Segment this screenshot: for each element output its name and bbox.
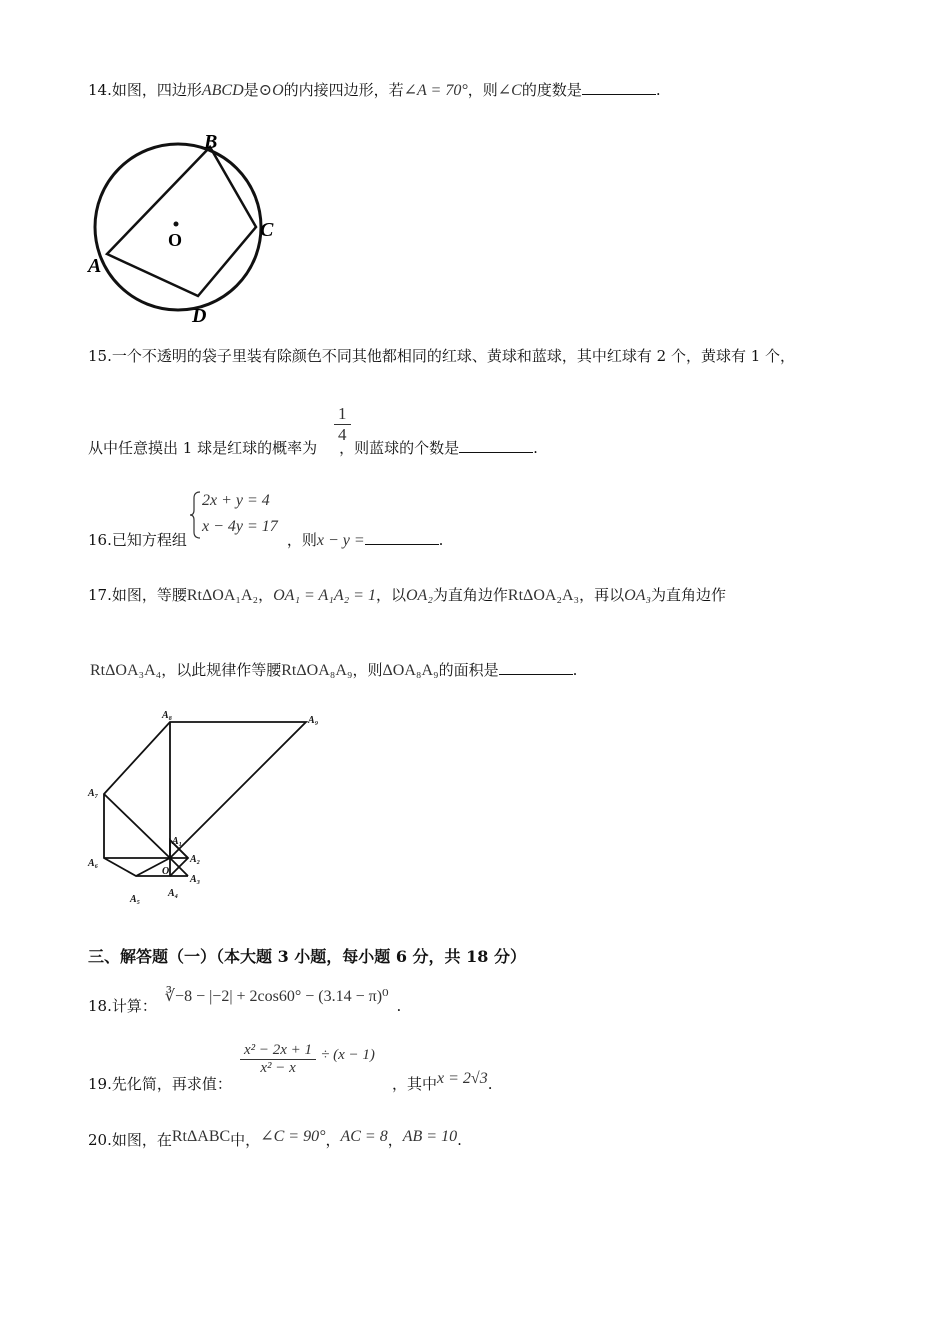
q17-text-5: 为直角边作 (651, 586, 727, 604)
q17-oa2: OA₂ (406, 587, 433, 604)
q16-number: 16.已知方程组 (88, 531, 187, 549)
q20-text-3: ， (387, 1131, 403, 1149)
q20-ab: AB = 10 (402, 1128, 458, 1145)
q14-text-4: 的度数是 (521, 81, 582, 99)
q19-frac-num: x² − 2x + 1 (244, 1042, 313, 1058)
q17-label-a7: A₇ (88, 788, 99, 799)
q17-label-a9: A₉ (308, 715, 319, 726)
q16-equation-2: x − 4y = 17 (202, 518, 278, 535)
q17-text-3: 为直角边作 (432, 586, 508, 604)
q20-text (88, 1130, 462, 1151)
q17-label-a8: A₈ (162, 710, 173, 721)
q14-figure (86, 132, 286, 332)
q15-line-1: 15.一个不透明的袋子里装有除颜色不同其他都相同的红球、黄球和蓝球，其中红球有 2 个，黄球有 1 个， (88, 347, 796, 365)
q19-divide: ÷ (x − 1) (321, 1047, 375, 1063)
q19-text (88, 1074, 232, 1094)
q17-text-4: ，再以 (579, 586, 625, 604)
q17-text-8: 的面积是 (438, 661, 499, 679)
q14-quadrilateral (107, 147, 256, 296)
q20-text-1: 中， (230, 1131, 261, 1149)
q14-answer-blank (582, 80, 656, 95)
q17-label-a3: A₃ (190, 874, 201, 885)
q19-x-value: x = 2√3 (437, 1070, 488, 1087)
q17-triangle-3: RtΔOA₃A₄ (90, 662, 162, 679)
q18-end: . (396, 997, 402, 1015)
q14-text-1: 是 (243, 81, 259, 99)
q14-label-o: O (168, 230, 183, 250)
q18-number: 18.计算： (88, 997, 157, 1015)
q15-frac-num: 1 (338, 404, 347, 423)
q17-label-a6: A₆ (88, 858, 99, 869)
q16-equation-1: 2x + y = 4 (202, 492, 270, 509)
q17-label-o: O (162, 866, 170, 877)
q16-expression: x − y = (316, 532, 365, 549)
q14-end: . (655, 81, 661, 99)
q17-triangle-1: RtΔOA₁A₂ (186, 587, 259, 604)
q17-oa3: OA₃ (624, 587, 652, 604)
q17-figure (86, 706, 336, 916)
q15-end: . (533, 439, 538, 457)
q17-answer-blank (499, 660, 573, 675)
q14-text-3: ，则 (467, 81, 498, 99)
q17-text-6: ，以此规律作等腰 (161, 661, 282, 679)
q14-text (88, 80, 661, 101)
q17-triangle-5: ΔOA₈A₉ (382, 662, 439, 679)
q14-circle (95, 144, 261, 310)
q17-end: . (572, 661, 578, 679)
q15-answer-blank (459, 438, 533, 453)
q14-angle-c: ∠C (497, 82, 522, 99)
q15-line-2 (88, 438, 538, 458)
q18-expression: ∛−8 − |−2| + 2cos60° − (3.14 − π)⁰ (164, 988, 389, 1005)
q17-label-a2: A₂ (190, 854, 201, 865)
q19-fraction (240, 1042, 316, 1077)
q17-text-7: ，则 (352, 661, 383, 679)
q19-end: . (487, 1075, 493, 1093)
q17-number: 17.如图，等腰 (88, 586, 187, 604)
q20-number: 20.如图，在 (88, 1131, 172, 1149)
q14-label-b: B (204, 132, 218, 153)
q17-text-2: ，以 (375, 586, 406, 604)
q15-frac-den: 4 (334, 424, 351, 445)
q17-triangle-4: RtΔOA₈A₉ (281, 662, 353, 679)
q19-frac-den: x² − x (240, 1059, 316, 1077)
q17-segment-oa7 (104, 794, 170, 858)
q14-angle-a: ∠A = 70° (403, 82, 468, 99)
q14-center-dot (174, 222, 179, 227)
q14-text-2: 的内接四边形，若 (283, 81, 404, 99)
q15-text-1: 从中任意摸出 1 球是红球的概率为 (88, 439, 318, 457)
q17-triangle-2: RtΔOA₂A₃ (507, 587, 580, 604)
q19-number: 19.先化简，再求值： (88, 1075, 232, 1093)
q16-text (88, 530, 443, 551)
q14-label-a: A (88, 255, 102, 277)
q14-number: 14.如图，四边形 (88, 81, 202, 99)
q20-ac: AC = 8 (340, 1128, 388, 1145)
q19-expression (240, 1042, 375, 1077)
q20-triangle: RtΔABC (171, 1128, 231, 1145)
q17-condition: OA₁ = A₁A₂ = 1 (273, 587, 376, 604)
q19-tail (392, 1070, 493, 1095)
q16-end: . (438, 531, 444, 549)
q14-circle-name: ⊙O (258, 82, 284, 99)
q19-text-1: ，其中 (392, 1075, 438, 1093)
q17-line-2 (90, 660, 577, 681)
q14-label-d: D (192, 305, 207, 327)
q17-label-a5: A₅ (130, 894, 141, 905)
q14-label-c: C (260, 219, 274, 241)
q17-label-a1: A₁ (172, 836, 183, 847)
q15-text-2: ，则蓝球的个数是 (339, 439, 460, 457)
section-3-heading: 三、解答题（一）（本大题 3 小题，每小题 6 分，共 18 分） (88, 947, 526, 966)
q20-angle: ∠C = 90° (260, 1128, 326, 1145)
q17-text-1: ， (258, 586, 274, 604)
q16-answer-blank (365, 530, 439, 545)
q17-outer-spiral (104, 722, 306, 876)
q20-text-2: ， (325, 1131, 341, 1149)
q14-quad-name: ABCD (201, 82, 244, 99)
q17-line-1 (88, 585, 726, 606)
q20-end: . (457, 1131, 462, 1149)
q18-text (88, 988, 402, 1017)
q16-text-1: ，则 (286, 531, 317, 549)
q15-probability-fraction (334, 404, 351, 445)
q17-label-a4: A₄ (168, 888, 179, 899)
